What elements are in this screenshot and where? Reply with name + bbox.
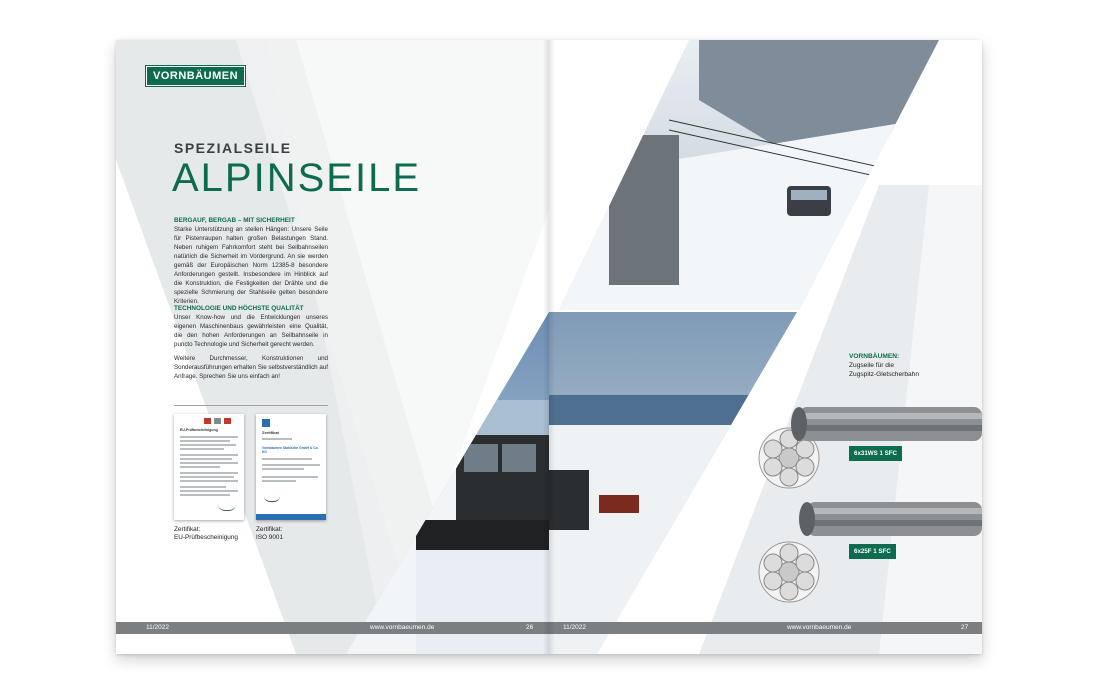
rope-line2: Zugspitz-Gletscherbahn: [849, 371, 920, 378]
caption-value: ISO 9001: [256, 534, 284, 541]
caption-label: Zertifikat:: [174, 526, 201, 533]
rope-image-1: [791, 407, 982, 441]
footer-date: 11/2022: [563, 624, 587, 631]
rope-label-2: 6x25F 1 SFC: [849, 544, 896, 559]
cert-doc-title: EU-Prüfbescheinigung: [180, 428, 218, 432]
rope-image-2: [799, 502, 982, 536]
photo-snow-groomer-left: [116, 40, 549, 654]
section-body: Unser Know-how und die Entwicklungen unseres eigenen Maschinenbaus gewährleisten eine Qualität, die den hohen Anforderungen an Seilbahnseile in puncto Technologie und Sicherheit gerecht werden.: [174, 314, 328, 348]
footer-page-number: 26: [526, 624, 534, 631]
page-title: ALPINSEILE: [172, 156, 422, 200]
rope-section-heading: [849, 352, 919, 379]
right-page-background: [549, 40, 982, 654]
section-body: Weitere Durchmesser, Konstruktionen und Sonderausführungen erhalten Sie selbstverständlich auf Anfrage. Sprechen Sie uns einfach an!: [174, 355, 328, 380]
left-page: [116, 40, 549, 654]
footer-url: www.vornbaeumen.de: [787, 624, 852, 631]
cable-car-station: [609, 135, 679, 285]
section-heading: BERGAUF, BERGAB – MIT SICHERHEIT: [174, 217, 295, 224]
brand-logo: VORNBÄUMEN: [146, 66, 245, 86]
footer-right: [549, 622, 982, 634]
right-page: [549, 40, 982, 654]
footer-left: [116, 622, 549, 634]
section-body: Starke Unterstützung an steilen Hängen: Unsere Seile für Pistenraupen halten großen Belastungen Stand. Neben ruhigem Fahrkomfort steht bei Seilbahnseilen natürlich die Sicherheit im Vordergrund. An sie werden gemäß der Europäischen Norm 12385-8 besondere Anforderungen gestellt. Insbesondere im Hinblick auf die Konstruktion, die Festigkeiten der Drähte und die spezielle Schmierung der Stahlseile gelten besondere Kriterien.: [174, 226, 328, 305]
section-heading: TECHNOLOGIE UND HÖCHSTE QUALITÄT: [174, 305, 304, 312]
caption-value: EU-Prüfbescheinigung: [174, 534, 238, 541]
brochure-spread: [116, 40, 982, 654]
footer-page-number: 27: [961, 624, 969, 631]
footer-date: 11/2022: [146, 624, 170, 631]
rope-label-1: 6x31WS 1 SFC: [849, 446, 902, 461]
footer-url: www.vornbaeumen.de: [370, 624, 435, 631]
caption-label: Zertifikat:: [256, 526, 283, 533]
cert-company: Vornbäumen Stahlseile GmbH & Co. KG: [262, 446, 319, 454]
rope-line1: Zugseile für die: [849, 362, 895, 369]
rope-cross-section-2: [759, 542, 819, 602]
page-kicker: SPEZIALSEILE: [174, 140, 292, 156]
rope-brand: VORNBÄUMEN:: [849, 353, 900, 360]
cert-doc-title: Zertifikat: [262, 430, 279, 435]
